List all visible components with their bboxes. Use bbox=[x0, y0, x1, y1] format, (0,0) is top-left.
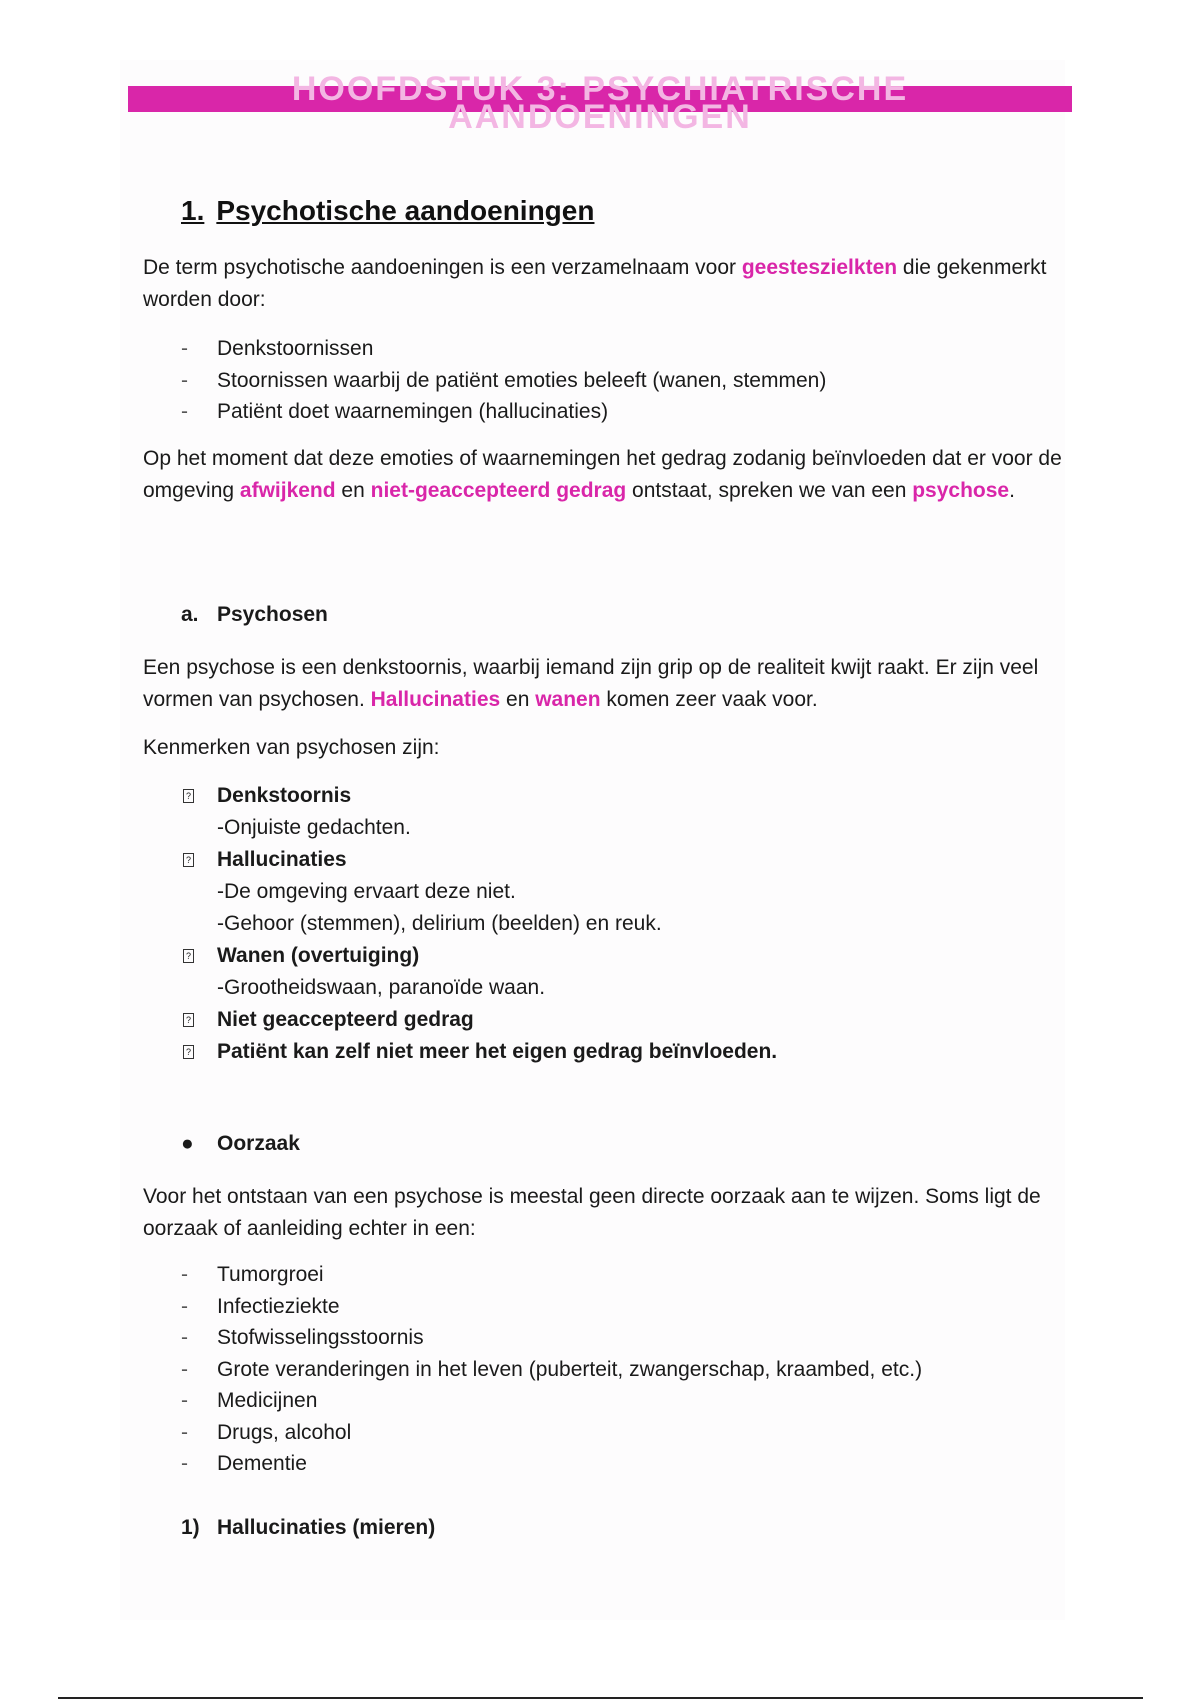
feature-title: Niet geaccepteerd gedrag bbox=[217, 1008, 474, 1031]
section-title: Psychotische aandoeningen bbox=[216, 195, 595, 226]
bullet-icon: ● bbox=[181, 1132, 194, 1155]
highlight-term: niet-geaccepteerd gedrag bbox=[370, 479, 627, 502]
subheading-title: Psychosen bbox=[217, 603, 328, 626]
psychose-paragraph: Een psychose is een denkstoornis, waarbij iemand zijn grip op de realiteit kwijt raakt. Er zijn veel vormen van psychosen. Hallucinaties en wanen komen zeer vaak voor. bbox=[143, 656, 1039, 711]
subheading-marker: a. bbox=[181, 603, 199, 626]
highlight-term: wanen bbox=[535, 688, 601, 711]
feature-list bbox=[181, 780, 777, 1068]
feature-title: Patiënt kan zelf niet meer het eigen gedrag beïnvloeden. bbox=[217, 1040, 778, 1063]
feature-detail: -Gehoor (stemmen), delirium (beelden) en reuk. bbox=[217, 912, 662, 935]
highlight-term: Hallucinaties bbox=[370, 688, 501, 711]
highlight-term: afwijkend bbox=[239, 479, 336, 502]
banner-title-line2: AANDOENINGEN bbox=[448, 98, 752, 136]
page-divider bbox=[58, 1697, 1143, 1699]
subheading-psychosen bbox=[181, 603, 328, 627]
list-item: - Medicijnen bbox=[181, 1389, 318, 1412]
feature-title: Hallucinaties bbox=[217, 848, 347, 871]
checkbox-icon: ? bbox=[183, 1013, 194, 1027]
subheading-title: Hallucinaties (mieren) bbox=[217, 1516, 436, 1539]
list-item: - Stoornissen waarbij de patiënt emoties beleeft (wanen, stemmen) bbox=[181, 368, 827, 392]
chapter-banner bbox=[128, 70, 1072, 136]
feature-detail: -Grootheidswaan, paranoïde waan. bbox=[217, 976, 546, 999]
section-number: 1. bbox=[181, 195, 205, 226]
checkbox-icon: ? bbox=[183, 853, 194, 867]
list-item: - Grote veranderingen in het leven (puberteit, zwangerschap, kraambed, etc.) bbox=[181, 1357, 923, 1381]
symptom-list bbox=[181, 333, 826, 428]
checkbox-icon: ? bbox=[183, 1045, 194, 1059]
intro-text: De term psychotische aandoeningen is een verzamelnaam voor bbox=[143, 256, 742, 279]
subheading-hallucinaties bbox=[181, 1516, 435, 1540]
list-item: - Dementie bbox=[181, 1452, 307, 1475]
feature-title: Denkstoornis bbox=[217, 784, 352, 807]
kenmerken-intro: Kenmerken van psychosen zijn: bbox=[143, 736, 440, 759]
list-item: - Tumorgroei bbox=[181, 1263, 324, 1286]
list-item: - Infectieziekte bbox=[181, 1294, 340, 1318]
checkbox-icon: ? bbox=[183, 789, 194, 803]
subheading-marker: 1) bbox=[181, 1516, 200, 1539]
intro-paragraph bbox=[143, 252, 1063, 316]
feature-item bbox=[181, 940, 777, 1004]
list-item: - Patiënt doet waarnemingen (hallucinaties) bbox=[181, 400, 609, 423]
feature-detail: -De omgeving ervaart deze niet. bbox=[217, 880, 516, 903]
highlight-term: geesteszielkten bbox=[741, 256, 898, 279]
feature-detail: -Onjuiste gedachten. bbox=[217, 816, 411, 839]
feature-item bbox=[181, 1036, 777, 1068]
subheading-title: Oorzaak bbox=[217, 1132, 300, 1155]
banner-title-line1: HOOFDSTUK 3: PSYCHIATRISCHE bbox=[291, 70, 909, 108]
intro-text-end: die gekenmerkt worden door: bbox=[143, 256, 1047, 311]
feature-title: Wanen (overtuiging) bbox=[217, 944, 420, 967]
list-item: - Stofwisselingsstoornis bbox=[181, 1326, 424, 1349]
highlight-term: psychose bbox=[912, 479, 1010, 502]
feature-item bbox=[181, 780, 777, 844]
cause-list bbox=[181, 1259, 922, 1480]
oorzaak-paragraph: Voor het ontstaan van een psychose is meestal geen directe oorzaak aan te wijzen. Soms ligt de oorzaak of aanleiding echter in een: bbox=[143, 1185, 1041, 1240]
feature-item bbox=[181, 844, 777, 940]
list-item: - Drugs, alcohol bbox=[181, 1420, 352, 1444]
list-item: - Denkstoornissen bbox=[181, 337, 374, 360]
checkbox-icon: ? bbox=[183, 949, 194, 963]
feature-item bbox=[181, 1004, 777, 1036]
subheading-oorzaak bbox=[181, 1132, 300, 1156]
section-heading bbox=[181, 195, 594, 227]
definition-paragraph: Op het moment dat deze emoties of waarnemingen het gedrag zodanig beïnvloeden dat er voor de omgeving afwijkend en niet-geaccepteerd gedrag ontstaat, spreken we van een psychose. bbox=[143, 447, 1062, 502]
